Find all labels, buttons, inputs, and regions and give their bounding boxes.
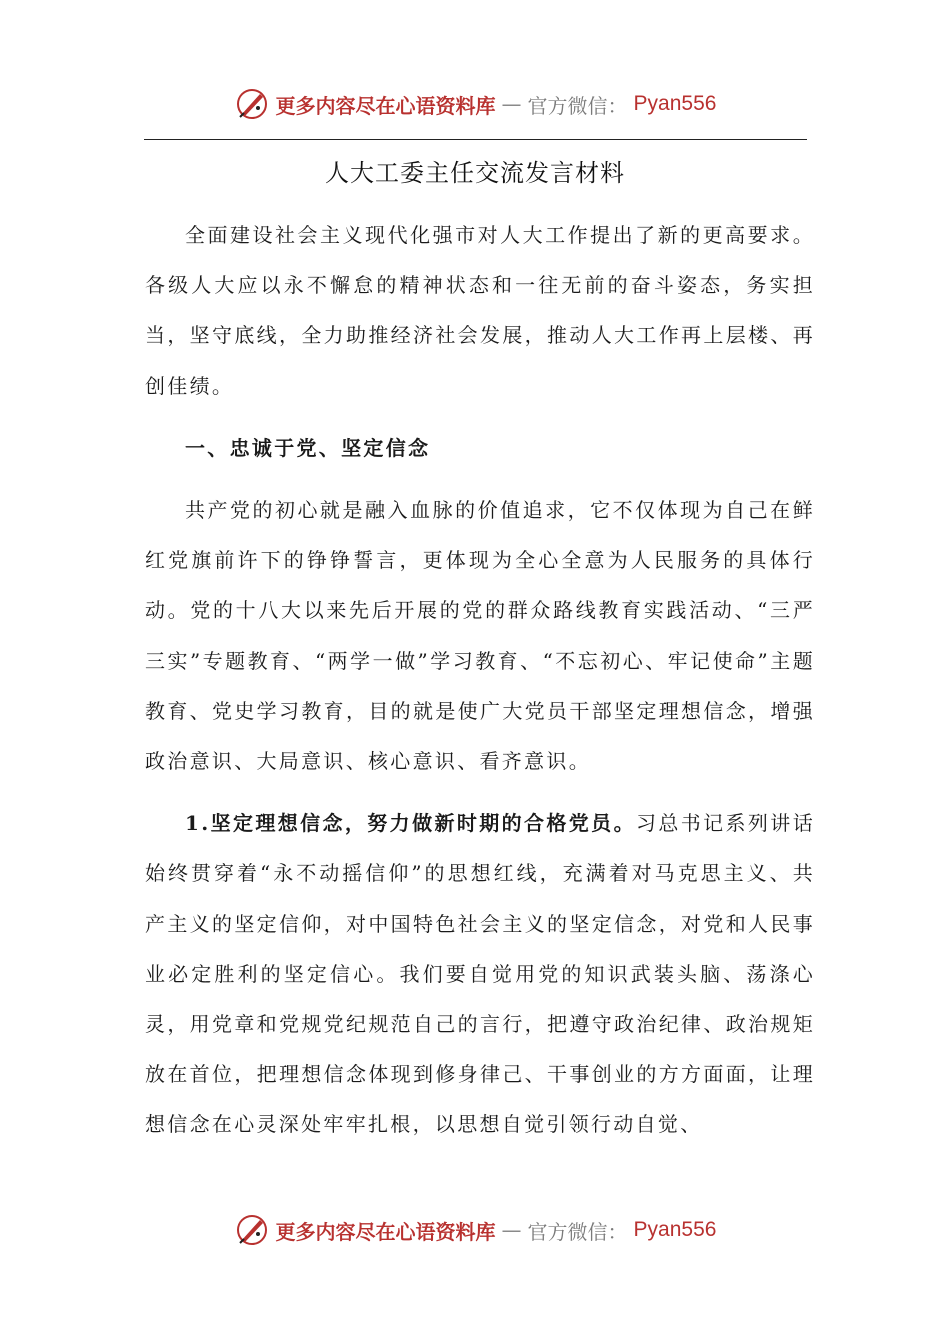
section-paragraph: 共产党的初心就是融入血脉的价值追求，它不仅体现为自己在鲜红党旗前许下的铮铮誓言，更体现为全心全意为人民服务的具体行动。党的十八大以来先后开展的党的群众路线教育实践活动、“三严三实”专题教育、“两学一做”学习教育、“不忘初心、牢记使命”主题教育、党史学习教育，目的就是使广大党员干部坚定理想信念，增强政治意识、大局意识、核心意识、看齐意识。 [145, 498, 815, 774]
banner-wechat-label: 官方微信： [527, 93, 628, 118]
item-paragraph [145, 798, 815, 1149]
header-divider [144, 139, 807, 140]
banner-separator: — [501, 1218, 522, 1242]
banner-separator: — [501, 92, 522, 116]
item-body-text: 习总书记系列讲话始终贯穿着“永不动摇信仰”的思想红线，充满着对马克思主义、共产主义的坚定信仰，对中国特色社会主义的坚定信念，对党和人民事业必定胜利的坚定信心。我们要自觉用党的知识武装头脑、荡涤心灵，用党章和党规党纪规范自己的言行，把遵守政治纪律、政治规矩放在首位，把理想信念体现到修身律己、干事创业的方方面面，让理想信念在心灵深处牢牢扎根，以思想自觉引领行动自觉、 [145, 811, 815, 1137]
intro-paragraph: 全面建设社会主义现代化强市对人大工作提出了新的更高要求。各级人大应以永不懈怠的精神状态和一往无前的奋斗姿态，务实担当，坚守底线，全力助推经济社会发展，推动人大工作再上层楼、再创佳绩。 [145, 223, 815, 398]
banner-slogan: 更多内容尽在心语资料库 [275, 93, 496, 118]
item-lead-text: 1.坚定理想信念，努力做新时期的合格党员。 [185, 811, 636, 836]
quill-logo-icon [234, 86, 270, 122]
section-heading: 一、忠诚于党、坚定信念 [185, 435, 431, 460]
banner-wechat-id: Pyan556 [633, 92, 717, 115]
document-body [145, 210, 815, 1150]
header-banner [0, 82, 950, 126]
document-title: 人大工委主任交流发言材料 [325, 159, 625, 187]
footer-banner [0, 1208, 950, 1252]
banner-wechat-label: 官方微信： [527, 1219, 628, 1244]
banner-wechat-id: Pyan556 [633, 1218, 717, 1241]
banner-slogan: 更多内容尽在心语资料库 [275, 1219, 496, 1244]
quill-logo-icon [234, 1212, 270, 1248]
